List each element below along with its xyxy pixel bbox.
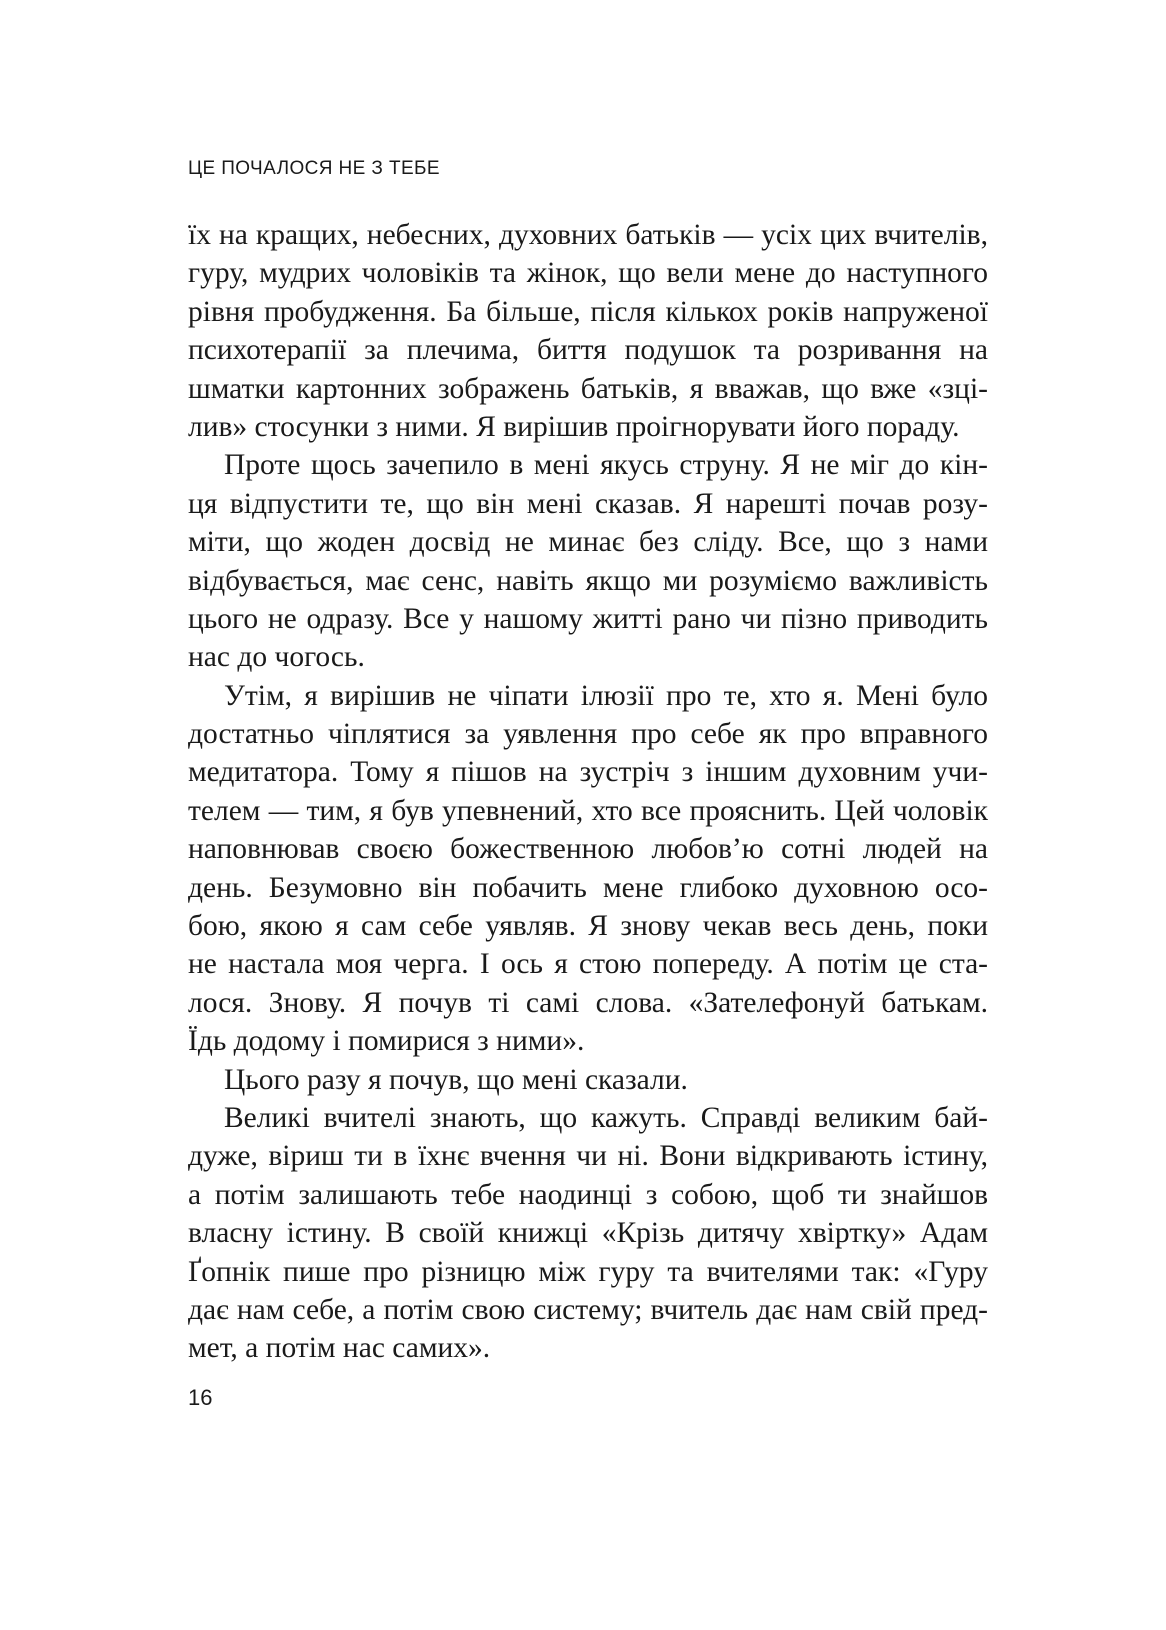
- text-line: Проте щось зачепило в мені якусь струну. Я не міг до кін-: [224, 449, 988, 482]
- text-line: міти, що жоден досвід не минає без сліду. Все, що з нами: [188, 526, 988, 559]
- page-number: 16: [188, 1385, 213, 1410]
- text-line: наповнював своєю божественною любов’ю сотні людей на: [188, 833, 988, 866]
- text-line: лося. Знову. Я почув ті самі слова. «Зателефонуй батькам.: [188, 986, 988, 1019]
- text-line: лив» стосунки з ними. Я вирішив проігнорувати його пораду.: [188, 410, 960, 443]
- text-line: не настала моя черга. І ось я стою попереду. А потім це ста-: [188, 948, 988, 981]
- text-line: день. Безумовно він побачить мене глибоко духовною осо-: [188, 871, 988, 904]
- text-line: а потім залишають тебе наодинці з собою, щоб ти знайшов: [188, 1178, 988, 1211]
- text-line: цього не одразу. Все у нашому житті рано чи пізно приводить: [188, 602, 988, 635]
- text-line: Утім, я вирішив не чіпати ілюзії про те, хто я. Мені було: [224, 679, 988, 712]
- text-line: медитатора. Тому я пішов на зустріч з іншим духовним учи-: [188, 756, 988, 789]
- text-line: Цього разу я почув, що мені сказали.: [224, 1063, 688, 1096]
- text-line: гуру, мудрих чоловіків та жінок, що вели мене до наступного: [188, 257, 988, 290]
- text-line: Ґопнік пише про різницю між гуру та вчителями так: «Гуру: [188, 1255, 988, 1288]
- text-line: ця відпустити те, що він мені сказав. Я нарешті почав розу-: [188, 487, 988, 520]
- text-line: мет, а потім нас самих».: [188, 1332, 491, 1365]
- text-line: власну істину. В своїй книжці «Крізь дитячу хвіртку» Адам: [188, 1217, 988, 1250]
- text-line: Їдь додому і помирися з ними».: [188, 1025, 585, 1058]
- text-line: бою, якою я сам себе уявляв. Я знову чекав весь день, поки: [188, 910, 988, 943]
- text-line: нас до чогось.: [188, 641, 365, 674]
- text-line: дає нам себе, а потім свою систему; вчитель дає нам свій пред-: [188, 1293, 988, 1326]
- running-header: ЦЕ ПОЧАЛОСЯ НЕ З ТЕБЕ: [188, 158, 440, 179]
- text-line: шматки картонних зображень батьків, я вважав, що вже «зці-: [188, 372, 988, 405]
- text-line: Великі вчителі знають, що кажуть. Справді великим бай-: [224, 1101, 988, 1134]
- text-line: їх на кращих, небесних, духовних батьків — усіх цих вчителів,: [188, 219, 988, 251]
- text-line: рівня пробудження. Ба більше, після кількох років напруженої: [188, 295, 988, 328]
- text-line: дуже, віриш ти в їхнє вчення чи ні. Вони відкривають істину,: [188, 1140, 988, 1173]
- text-line: достатньо чіплятися за уявлення про себе як про вправного: [188, 718, 988, 751]
- text-line: відбувається, має сенс, навіть якщо ми розуміємо важливість: [188, 564, 988, 597]
- text-line: телем — тим, я був упевнений, хто все прояснить. Цей чоловік: [188, 794, 988, 827]
- body-text: [188, 216, 988, 1368]
- text-line: психотерапії за плечима, биття подушок та розривання на: [188, 334, 988, 367]
